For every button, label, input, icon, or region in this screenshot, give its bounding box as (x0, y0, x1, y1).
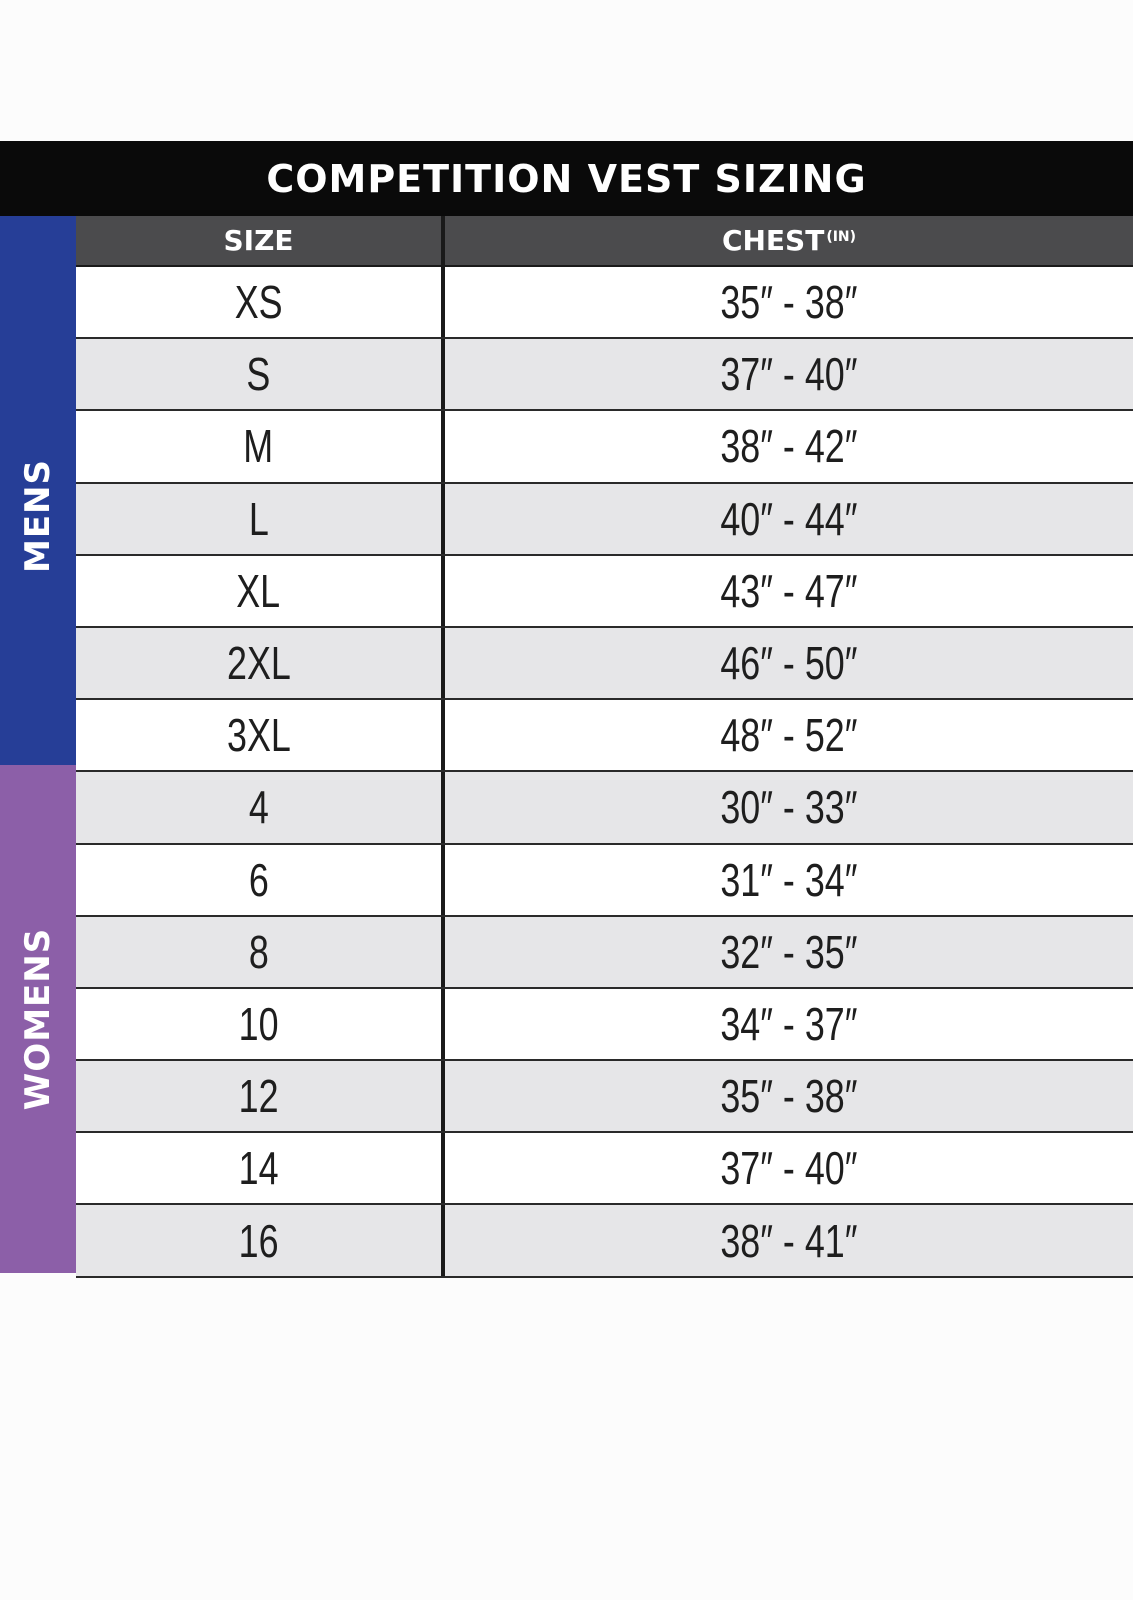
size-cell (76, 267, 445, 337)
size-value: XL (236, 564, 281, 617)
size-value: 3XL (226, 709, 291, 762)
chest-value: 30″ - 33″ (720, 781, 858, 834)
table-row (76, 1061, 1133, 1133)
size-cell (76, 1061, 445, 1131)
size-cell (76, 411, 445, 481)
chest-cell (445, 772, 1133, 842)
chest-value: 38″ - 41″ (720, 1214, 858, 1267)
size-cell (76, 772, 445, 842)
size-cell (76, 1133, 445, 1203)
size-value: 10 (238, 997, 279, 1050)
table-row (76, 700, 1133, 772)
chest-cell (445, 845, 1133, 915)
size-cell (76, 484, 445, 554)
size-cell (76, 339, 445, 409)
header-chest (445, 216, 1133, 265)
table-row (76, 556, 1133, 628)
chest-cell (445, 339, 1133, 409)
group-mens-label: MENS (18, 458, 59, 574)
chest-value: 31″ - 34″ (720, 853, 858, 906)
table-row (76, 484, 1133, 556)
chest-cell (445, 628, 1133, 698)
chest-value: 48″ - 52″ (720, 709, 858, 762)
chest-cell (445, 267, 1133, 337)
chest-value: 32″ - 35″ (720, 925, 858, 978)
size-value: L (248, 492, 269, 545)
chest-value: 43″ - 47″ (720, 564, 858, 617)
size-value: 8 (248, 925, 269, 978)
table-header (76, 216, 1133, 267)
size-cell (76, 700, 445, 770)
group-mens (0, 267, 76, 765)
chest-cell (445, 1061, 1133, 1131)
group-column (0, 216, 76, 1278)
size-cell (76, 1205, 445, 1275)
table-row (76, 772, 1133, 844)
group-womens-label: WOMENS (18, 927, 59, 1111)
table-row (76, 267, 1133, 339)
header-size (76, 216, 445, 265)
size-value: 14 (238, 1142, 279, 1195)
table-row (76, 1133, 1133, 1205)
size-value: 16 (238, 1214, 279, 1267)
chest-cell (445, 1133, 1133, 1203)
chest-value: 34″ - 37″ (720, 997, 858, 1050)
table-rows (76, 267, 1133, 1278)
group-header-spacer (0, 216, 76, 267)
table-row (76, 917, 1133, 989)
table-row (76, 411, 1133, 483)
table-row (76, 628, 1133, 700)
group-womens (0, 765, 76, 1273)
chest-value: 40″ - 44″ (720, 492, 858, 545)
chest-cell (445, 700, 1133, 770)
chest-cell (445, 1205, 1133, 1275)
table-row (76, 845, 1133, 917)
chart-body (0, 216, 1133, 1278)
header-chest-label: CHEST (721, 224, 825, 257)
chest-cell (445, 411, 1133, 481)
header-size-label: SIZE (223, 224, 294, 257)
size-value: 6 (248, 853, 269, 906)
size-value: 12 (238, 1070, 279, 1123)
chest-value: 38″ - 42″ (720, 420, 858, 473)
chest-value: 46″ - 50″ (720, 637, 858, 690)
size-table (76, 216, 1133, 1278)
chest-cell (445, 917, 1133, 987)
size-cell (76, 845, 445, 915)
chest-value: 37″ - 40″ (720, 1142, 858, 1195)
table-row (76, 339, 1133, 411)
size-cell (76, 556, 445, 626)
table-row (76, 989, 1133, 1061)
chart-title: COMPETITION VEST SIZING (0, 141, 1133, 216)
chest-value: 37″ - 40″ (720, 348, 858, 401)
chest-cell (445, 484, 1133, 554)
chest-value: 35″ - 38″ (720, 1070, 858, 1123)
chest-value: 35″ - 38″ (720, 276, 858, 329)
chest-cell (445, 989, 1133, 1059)
size-value: XS (234, 276, 283, 329)
size-cell (76, 989, 445, 1059)
size-value: M (243, 420, 274, 473)
size-cell (76, 917, 445, 987)
header-chest-unit: (IN) (826, 228, 857, 245)
size-value: 4 (248, 781, 269, 834)
size-cell (76, 628, 445, 698)
size-value: S (246, 348, 271, 401)
sizing-chart (0, 141, 1133, 1278)
chest-cell (445, 556, 1133, 626)
table-row (76, 1205, 1133, 1277)
size-value: 2XL (226, 637, 291, 690)
